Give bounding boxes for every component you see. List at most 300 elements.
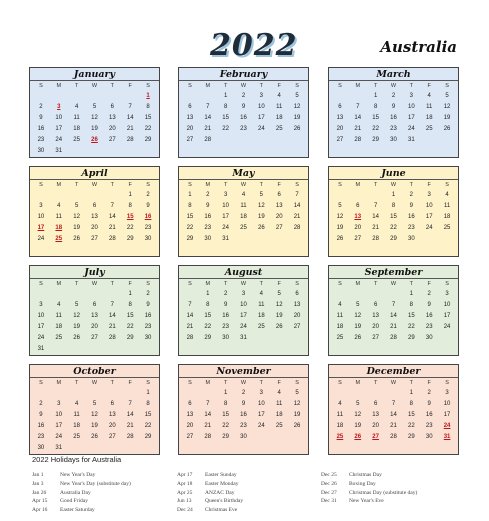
day-cell: 1 bbox=[146, 390, 150, 396]
day-cell: 26 bbox=[258, 225, 265, 231]
weekday-label: W bbox=[240, 281, 247, 287]
weekday-label: T bbox=[110, 182, 115, 188]
day-cell: 18 bbox=[425, 115, 433, 121]
holiday-date: Dec 24 bbox=[177, 507, 193, 514]
day-cell bbox=[288, 234, 306, 245]
day-cell: 17 bbox=[443, 313, 451, 319]
weekday-header bbox=[329, 81, 458, 91]
day-cell: 3 bbox=[223, 192, 228, 198]
week-row bbox=[30, 443, 159, 454]
holiday-entry bbox=[32, 480, 131, 489]
week-row bbox=[30, 135, 159, 146]
day-cell: 2 bbox=[409, 192, 414, 198]
weekday-label: T bbox=[223, 281, 228, 287]
day-cell: 17 bbox=[37, 324, 45, 330]
day-cell: 24 bbox=[222, 225, 229, 231]
holiday-column bbox=[177, 471, 243, 515]
day-cell bbox=[68, 146, 86, 157]
day-cell bbox=[86, 443, 104, 454]
day-cell: 17 bbox=[425, 214, 433, 220]
day-cell: 26 bbox=[91, 434, 98, 440]
day-cell: 9 bbox=[223, 302, 228, 308]
day-cell: 20 bbox=[109, 423, 116, 429]
day-cell: 3 bbox=[39, 203, 43, 209]
day-cell: 14 bbox=[126, 115, 134, 121]
day-cell: 4 bbox=[338, 302, 342, 308]
day-cell: 10 bbox=[240, 302, 247, 308]
day-cell: 4 bbox=[259, 291, 264, 297]
day-cell: 30 bbox=[144, 335, 152, 341]
day-cell: 14 bbox=[126, 412, 134, 418]
day-cell: 9 bbox=[146, 203, 150, 209]
day-cell bbox=[103, 344, 121, 355]
day-cell: 1 bbox=[188, 192, 192, 198]
week-row bbox=[179, 91, 308, 102]
holiday-entry bbox=[32, 471, 131, 480]
day-cell: 13 bbox=[109, 115, 116, 121]
day-cell bbox=[270, 333, 288, 344]
day-cell: 11 bbox=[55, 214, 62, 220]
day-cell: 23 bbox=[240, 423, 247, 429]
day-cell: 25 bbox=[275, 423, 283, 429]
day-cell: 30 bbox=[408, 236, 415, 242]
weekday-label: S bbox=[445, 380, 449, 386]
weekday-label: S bbox=[445, 281, 449, 287]
day-cell: 21 bbox=[293, 214, 301, 220]
day-cell: 8 bbox=[128, 302, 132, 308]
holiday-date: Dec 26 bbox=[321, 480, 337, 487]
day-cell: 1 bbox=[128, 291, 132, 297]
day-cell bbox=[86, 388, 104, 399]
holiday-entry bbox=[32, 506, 131, 515]
holiday-name: Queen's Birthday bbox=[205, 498, 244, 505]
holiday-date: Jan 26 bbox=[32, 489, 47, 496]
day-cell bbox=[103, 190, 121, 201]
day-cell: 23 bbox=[144, 324, 152, 330]
day-cell: 1 bbox=[128, 192, 132, 198]
weekday-label: S bbox=[338, 182, 342, 188]
day-cell bbox=[367, 289, 385, 300]
week-row bbox=[179, 135, 308, 146]
day-cell bbox=[103, 289, 121, 300]
year-title: 2022 bbox=[210, 28, 298, 63]
day-cell: 11 bbox=[73, 412, 80, 418]
day-cell: 1 bbox=[223, 390, 228, 396]
week-row bbox=[179, 333, 308, 344]
week-row bbox=[179, 322, 308, 333]
day-cell: 17 bbox=[222, 214, 229, 220]
day-cell: 28 bbox=[204, 434, 212, 440]
week-row bbox=[329, 421, 458, 432]
week-row bbox=[179, 300, 308, 311]
day-cell: 13 bbox=[372, 412, 379, 418]
week-row bbox=[30, 410, 159, 421]
weekday-header bbox=[179, 378, 308, 388]
day-cell: 7 bbox=[110, 203, 115, 209]
day-cell bbox=[32, 91, 50, 102]
holiday-date: Apr 25 bbox=[177, 489, 193, 496]
day-cell: 6 bbox=[356, 203, 360, 209]
day-cell: 28 bbox=[204, 137, 212, 143]
day-cell: 24 bbox=[258, 423, 265, 429]
day-cell: 23 bbox=[240, 126, 247, 132]
day-cell: 12 bbox=[258, 203, 265, 209]
month-october bbox=[29, 364, 160, 455]
day-cell: 30 bbox=[425, 335, 433, 341]
weekday-label: T bbox=[259, 83, 264, 89]
holiday-date: Dec 31 bbox=[321, 498, 337, 505]
day-cell: 2 bbox=[223, 291, 228, 297]
day-cell: 16 bbox=[204, 214, 212, 220]
day-cell: 1 bbox=[223, 93, 228, 99]
day-cell: 10 bbox=[443, 302, 451, 308]
weekday-label: F bbox=[277, 380, 281, 386]
week-row bbox=[329, 124, 458, 135]
day-cell: 27 bbox=[109, 434, 116, 440]
weekday-label: T bbox=[373, 281, 378, 287]
day-cell: 30 bbox=[390, 137, 397, 143]
day-cell bbox=[50, 388, 68, 399]
week-row bbox=[179, 289, 308, 300]
day-cell bbox=[288, 135, 306, 146]
day-cell: 7 bbox=[110, 302, 115, 308]
week-row bbox=[30, 289, 159, 300]
week-row bbox=[30, 432, 159, 443]
day-cell: 27 bbox=[186, 434, 194, 440]
weekday-label: T bbox=[223, 380, 228, 386]
day-cell: 29 bbox=[126, 335, 134, 341]
weekday-label: T bbox=[259, 182, 264, 188]
day-cell bbox=[367, 190, 385, 201]
day-cell: 12 bbox=[275, 302, 283, 308]
week-row bbox=[329, 91, 458, 102]
day-cell: 10 bbox=[443, 401, 451, 407]
day-cell: 9 bbox=[427, 302, 431, 308]
day-cell: 12 bbox=[73, 214, 80, 220]
day-cell: 5 bbox=[445, 93, 449, 99]
day-cell bbox=[121, 344, 139, 355]
day-cell bbox=[385, 289, 403, 300]
day-cell: 5 bbox=[74, 302, 79, 308]
day-cell: 26 bbox=[293, 126, 301, 132]
day-cell: 8 bbox=[146, 401, 150, 407]
day-cell: 17 bbox=[258, 412, 265, 418]
day-cell: 23 bbox=[390, 126, 397, 132]
week-row bbox=[179, 124, 308, 135]
day-cell bbox=[349, 91, 367, 102]
weekday-label: W bbox=[91, 380, 98, 386]
day-cell: 8 bbox=[391, 203, 396, 209]
weekday-label: W bbox=[390, 83, 397, 89]
day-cell: 14 bbox=[109, 214, 116, 220]
day-cell: 17 bbox=[408, 115, 415, 121]
day-cell: 12 bbox=[354, 412, 362, 418]
day-cell: 20 bbox=[186, 423, 194, 429]
day-cell: 29 bbox=[372, 137, 379, 143]
week-row bbox=[30, 91, 159, 102]
weekday-label: S bbox=[188, 281, 192, 287]
day-cell: 21 bbox=[204, 126, 212, 132]
weekday-header bbox=[329, 180, 458, 190]
weekday-header bbox=[30, 81, 159, 91]
day-cell: 8 bbox=[223, 401, 228, 407]
day-cell: 15 bbox=[222, 115, 229, 121]
day-cell: 25 bbox=[73, 137, 80, 143]
day-cell: 4 bbox=[57, 302, 61, 308]
day-cell: 19 bbox=[354, 324, 362, 330]
day-cell bbox=[139, 146, 157, 157]
day-cell: 11 bbox=[73, 115, 80, 121]
week-row bbox=[179, 102, 308, 113]
holiday-name: New Year's Day bbox=[60, 472, 96, 478]
day-cell: 8 bbox=[409, 302, 414, 308]
week-row bbox=[179, 311, 308, 322]
month-title: September bbox=[329, 266, 458, 279]
weekday-label: S bbox=[146, 83, 150, 89]
day-cell: 1 bbox=[409, 291, 414, 297]
day-cell: 26 bbox=[336, 236, 344, 242]
day-cell bbox=[68, 91, 86, 102]
weekday-label: W bbox=[390, 380, 397, 386]
day-cell: 5 bbox=[74, 203, 79, 209]
day-cell: 4 bbox=[277, 390, 281, 396]
week-row bbox=[30, 399, 159, 410]
day-cell: 19 bbox=[73, 225, 80, 231]
day-cell bbox=[217, 135, 235, 146]
day-cell: 12 bbox=[293, 104, 301, 110]
week-row bbox=[30, 322, 159, 333]
day-cell: 30 bbox=[425, 434, 433, 440]
day-cell: 12 bbox=[73, 313, 80, 319]
weekday-label: M bbox=[56, 83, 62, 89]
day-cell: 7 bbox=[356, 104, 360, 110]
week-row bbox=[30, 344, 159, 355]
day-cell: 17 bbox=[55, 423, 63, 429]
day-cell: 2 bbox=[427, 291, 431, 297]
day-cell: 19 bbox=[443, 115, 451, 121]
holiday-name: Christmas Eve bbox=[205, 507, 238, 514]
week-row bbox=[329, 190, 458, 201]
day-cell: 19 bbox=[275, 313, 283, 319]
day-cell bbox=[270, 432, 288, 443]
weekday-label: M bbox=[205, 380, 211, 386]
weekday-label: T bbox=[74, 380, 79, 386]
day-cell: 3 bbox=[409, 93, 414, 99]
day-cell: 2 bbox=[241, 93, 246, 99]
holiday-name: Easter Monday bbox=[205, 480, 239, 487]
day-cell: 17 bbox=[37, 225, 45, 231]
week-row bbox=[329, 113, 458, 124]
month-title: June bbox=[329, 167, 458, 180]
day-cell: 3 bbox=[57, 401, 61, 407]
day-cell: 17 bbox=[55, 126, 63, 132]
day-cell: 10 bbox=[55, 115, 63, 121]
month-may bbox=[178, 166, 309, 257]
day-cell: 28 bbox=[390, 335, 397, 341]
day-cell: 7 bbox=[391, 302, 396, 308]
day-cell bbox=[32, 190, 50, 201]
day-cell bbox=[438, 333, 456, 344]
day-cell: 26 bbox=[91, 137, 98, 143]
weekday-label: T bbox=[110, 83, 115, 89]
day-cell bbox=[252, 234, 270, 245]
day-cell: 13 bbox=[293, 302, 301, 308]
weekday-header bbox=[30, 378, 159, 388]
holiday-entry bbox=[321, 497, 417, 506]
day-cell: 1 bbox=[391, 192, 396, 198]
day-cell bbox=[385, 388, 403, 399]
holiday-entry bbox=[177, 506, 243, 515]
day-cell: 31 bbox=[408, 137, 415, 143]
weekday-header bbox=[30, 180, 159, 190]
day-cell bbox=[121, 443, 139, 454]
week-row bbox=[329, 388, 458, 399]
day-cell bbox=[32, 289, 50, 300]
weekday-label: S bbox=[295, 83, 299, 89]
day-cell: 16 bbox=[408, 214, 415, 220]
day-cell: 25 bbox=[55, 236, 63, 242]
weekday-label: S bbox=[338, 281, 342, 287]
day-cell: 22 bbox=[126, 225, 134, 231]
day-cell: 7 bbox=[188, 302, 192, 308]
week-row bbox=[30, 102, 159, 113]
holiday-name: New Year's Eve bbox=[349, 498, 384, 505]
day-cell: 23 bbox=[204, 225, 212, 231]
day-cell: 11 bbox=[240, 203, 247, 209]
day-cell: 24 bbox=[408, 126, 415, 132]
weekday-label: F bbox=[128, 182, 132, 188]
day-cell: 13 bbox=[186, 412, 194, 418]
day-cell: 30 bbox=[144, 236, 152, 242]
day-cell: 23 bbox=[37, 137, 45, 143]
day-cell: 26 bbox=[275, 324, 283, 330]
day-cell: 15 bbox=[408, 412, 415, 418]
day-cell: 1 bbox=[409, 390, 414, 396]
day-cell: 26 bbox=[293, 423, 301, 429]
day-cell: 11 bbox=[336, 313, 344, 319]
weekday-label: T bbox=[373, 83, 378, 89]
weekday-label: S bbox=[146, 380, 150, 386]
day-cell: 21 bbox=[126, 423, 134, 429]
day-cell: 24 bbox=[240, 324, 247, 330]
day-cell: 28 bbox=[354, 137, 362, 143]
day-cell bbox=[32, 388, 50, 399]
day-cell: 21 bbox=[390, 423, 397, 429]
weekday-label: T bbox=[74, 83, 79, 89]
week-row bbox=[329, 399, 458, 410]
day-cell: 8 bbox=[188, 203, 192, 209]
holiday-date: Jun 13 bbox=[177, 498, 192, 505]
day-cell bbox=[420, 135, 438, 146]
weekday-label: M bbox=[355, 182, 361, 188]
day-cell: 11 bbox=[276, 401, 283, 407]
day-cell: 3 bbox=[445, 390, 449, 396]
weekday-label: S bbox=[445, 182, 449, 188]
day-cell: 6 bbox=[92, 302, 97, 308]
day-cell: 8 bbox=[223, 104, 228, 110]
week-row bbox=[179, 399, 308, 410]
holiday-name: Easter Sunday bbox=[205, 472, 237, 478]
day-cell: 30 bbox=[240, 434, 247, 440]
month-title: February bbox=[179, 68, 308, 81]
day-cell: 9 bbox=[206, 203, 210, 209]
day-cell: 19 bbox=[258, 214, 265, 220]
weekday-label: S bbox=[445, 83, 449, 89]
day-cell bbox=[121, 146, 139, 157]
day-cell: 18 bbox=[443, 214, 451, 220]
day-cell bbox=[349, 289, 367, 300]
month-december bbox=[328, 364, 459, 455]
day-cell: 11 bbox=[258, 302, 265, 308]
day-cell: 19 bbox=[354, 423, 362, 429]
day-cell: 2 bbox=[39, 104, 43, 110]
day-cell: 28 bbox=[186, 335, 194, 341]
day-cell: 14 bbox=[186, 313, 194, 319]
week-row bbox=[329, 311, 458, 322]
day-cell: 25 bbox=[425, 126, 433, 132]
day-cell: 22 bbox=[222, 423, 229, 429]
day-cell: 12 bbox=[91, 115, 98, 121]
day-cell: 15 bbox=[408, 313, 415, 319]
day-cell: 2 bbox=[391, 93, 396, 99]
day-cell: 28 bbox=[126, 137, 134, 143]
weekday-label: S bbox=[295, 182, 299, 188]
day-cell: 31 bbox=[55, 445, 63, 451]
week-row bbox=[329, 223, 458, 234]
day-cell: 31 bbox=[37, 346, 45, 352]
week-row bbox=[30, 421, 159, 432]
day-cell: 16 bbox=[144, 313, 152, 319]
weekday-label: T bbox=[409, 83, 414, 89]
day-cell: 5 bbox=[277, 291, 281, 297]
day-cell: 9 bbox=[39, 115, 43, 121]
day-cell bbox=[199, 91, 217, 102]
week-row bbox=[179, 113, 308, 124]
day-cell: 4 bbox=[277, 93, 281, 99]
day-cell bbox=[121, 91, 139, 102]
weekday-label: W bbox=[240, 83, 247, 89]
day-cell: 3 bbox=[241, 291, 246, 297]
weekday-label: T bbox=[373, 182, 378, 188]
day-cell bbox=[252, 333, 270, 344]
weekday-label: W bbox=[91, 182, 98, 188]
day-cell: 11 bbox=[276, 104, 283, 110]
day-cell: 21 bbox=[372, 225, 379, 231]
day-cell bbox=[50, 91, 68, 102]
day-cell: 27 bbox=[91, 335, 98, 341]
day-cell: 18 bbox=[275, 412, 283, 418]
day-cell: 20 bbox=[275, 214, 283, 220]
day-cell bbox=[331, 388, 349, 399]
weekday-label: F bbox=[277, 182, 281, 188]
weekday-label: W bbox=[240, 182, 247, 188]
day-cell: 30 bbox=[37, 445, 45, 451]
weekday-label: M bbox=[56, 380, 62, 386]
day-cell: 1 bbox=[373, 93, 378, 99]
day-cell: 22 bbox=[186, 225, 194, 231]
weekday-label: F bbox=[427, 83, 431, 89]
day-cell: 7 bbox=[295, 192, 299, 198]
day-cell: 25 bbox=[258, 324, 265, 330]
day-cell: 11 bbox=[443, 203, 451, 209]
day-cell: 16 bbox=[37, 126, 45, 132]
day-cell: 21 bbox=[109, 225, 116, 231]
weekday-label: F bbox=[277, 281, 281, 287]
day-cell: 6 bbox=[188, 104, 192, 110]
day-cell: 13 bbox=[91, 214, 98, 220]
day-cell: 24 bbox=[55, 137, 63, 143]
day-cell: 13 bbox=[275, 203, 283, 209]
